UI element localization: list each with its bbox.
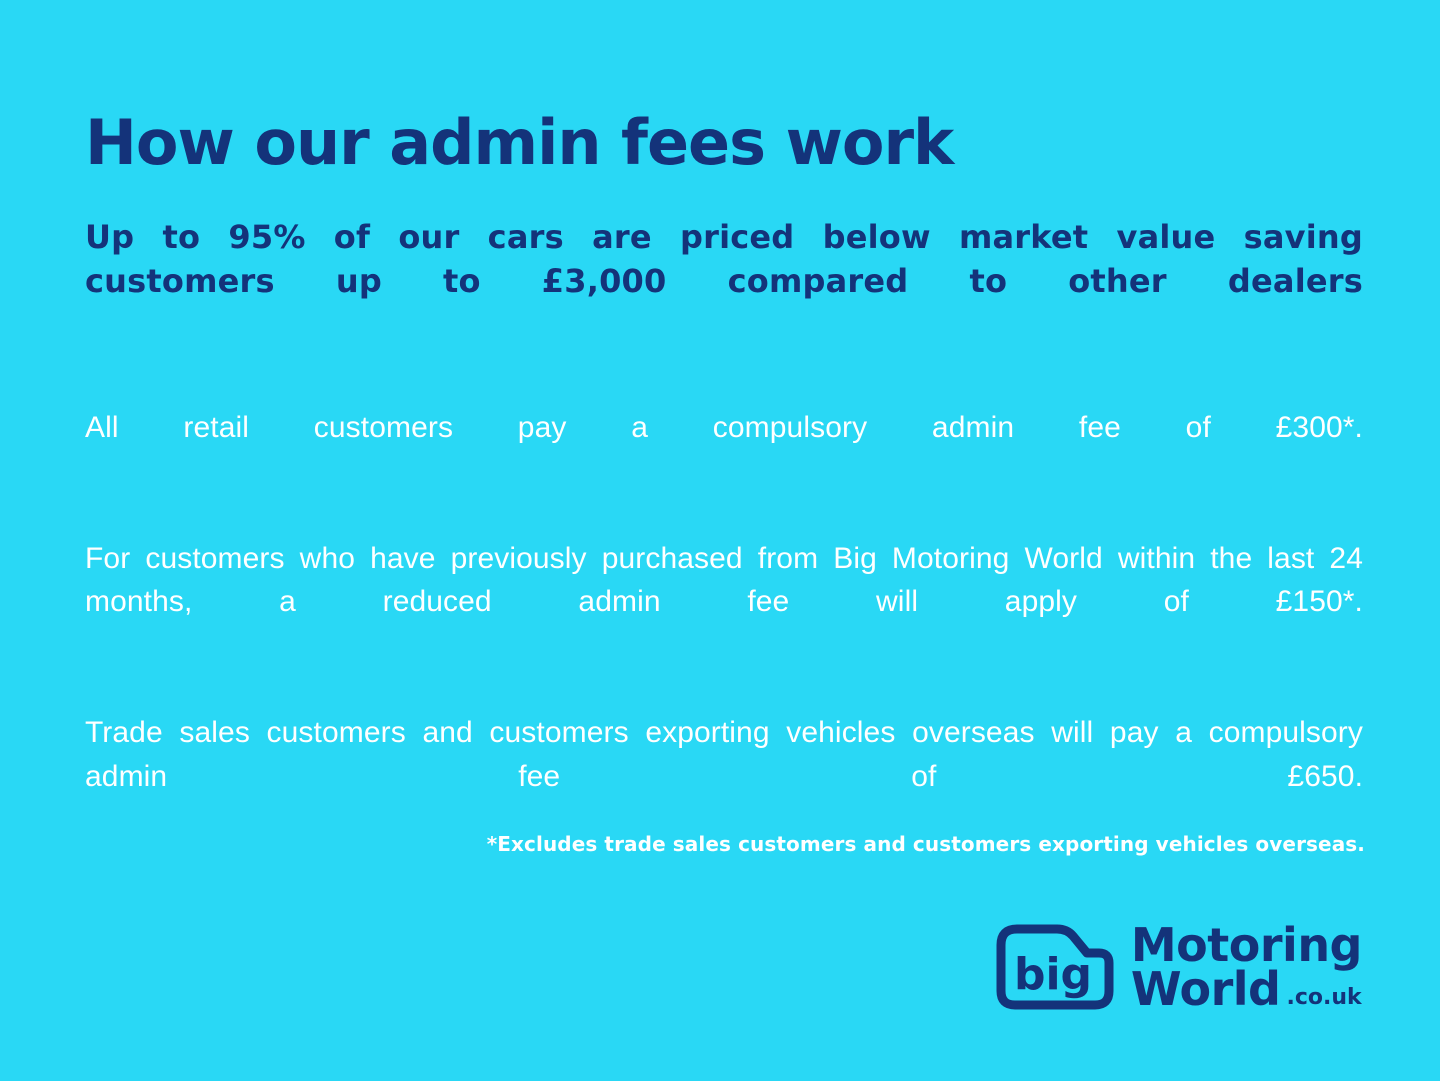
big-logo-icon <box>987 915 1119 1019</box>
paragraph-trade-export-fee: Trade sales customers and customers exporting vehicles overseas will pay a compulsory admin fee of £650. <box>85 716 1363 793</box>
subheading-text: Up to 95% of our cars are priced below market value saving customers up to £3,000 compared to other dealers <box>85 218 1363 301</box>
slide-content <box>85 106 1365 842</box>
brand-word-motoring: Motoring <box>1130 917 1362 972</box>
body-paragraphs <box>85 406 1365 842</box>
brand-domain-suffix: .co.uk <box>1286 985 1362 1011</box>
svg-text:big: big <box>1013 949 1092 1000</box>
brand-logo <box>987 915 1362 1019</box>
page-title: How our admin fees work <box>85 106 954 179</box>
paragraph-returning-customer-fee: For customers who have previously purchased from Big Motoring World within the last 24 months, a reduced admin fee will apply of £150*. <box>85 541 1363 619</box>
paragraph-retail-fee: All retail customers pay a compulsory admin fee of £300*. <box>85 410 1363 444</box>
brand-word-world: World <box>1130 962 1281 1016</box>
footnote-text: *Excludes trade sales customers and customers exporting vehicles overseas. <box>486 832 1365 856</box>
brand-wordmark <box>1130 917 1362 1016</box>
